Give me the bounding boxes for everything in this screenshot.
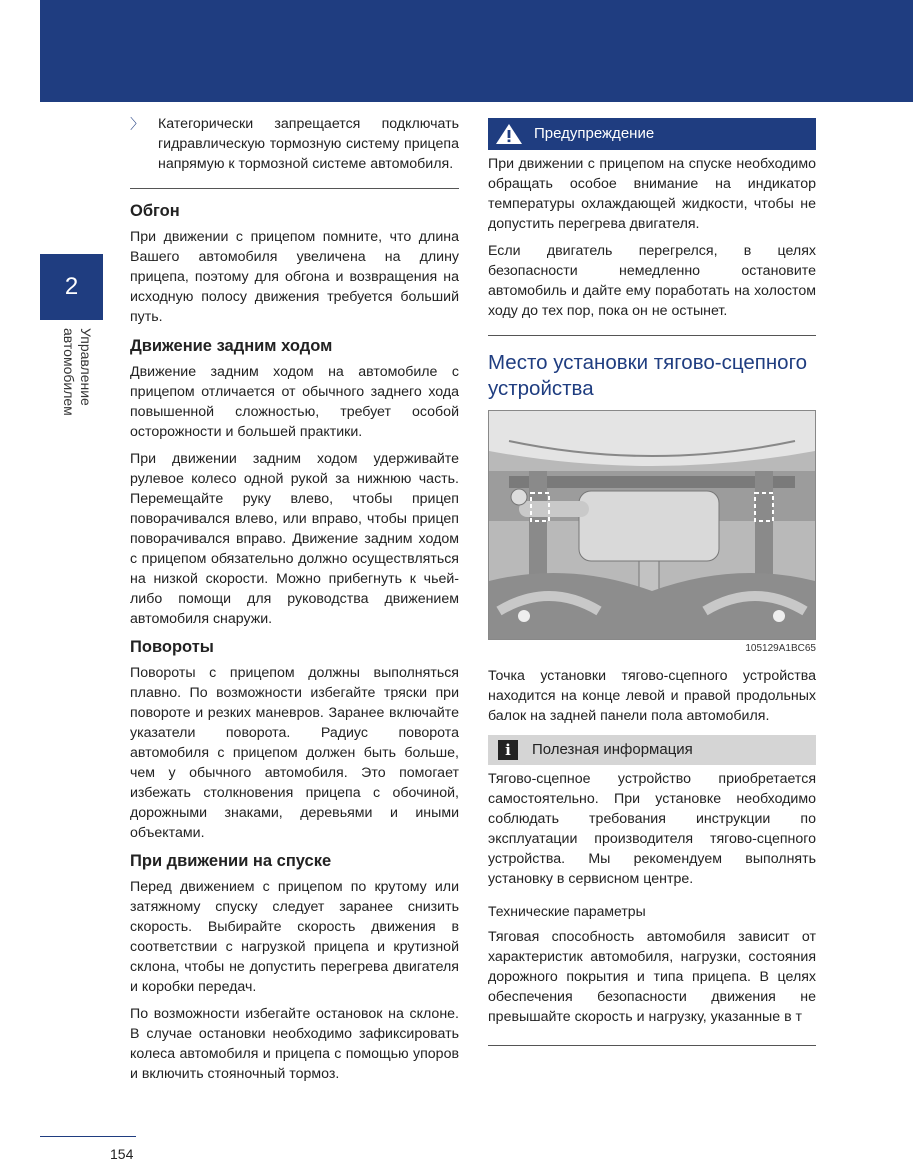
chapter-title-line2: автомобилем xyxy=(61,328,77,416)
chapter-title-line1: Управление xyxy=(78,328,94,406)
chevron-right-icon: 〉 xyxy=(130,116,144,132)
divider xyxy=(130,188,459,189)
bullet-item xyxy=(130,114,459,188)
paragraph: При движении с прицепом помните, что длина Вашего автомобиля увеличена на длину прицепа, поэтому для обгона и возвращения на исходную полосу движения требуется больший путь. xyxy=(130,229,459,325)
underbody-photo xyxy=(488,410,816,640)
section-title: Повороты xyxy=(130,638,214,656)
page-number: 154 xyxy=(110,1146,134,1162)
header-band xyxy=(40,0,913,102)
right-column xyxy=(488,118,816,1046)
section-title: Обгон xyxy=(130,202,180,220)
paragraph: При движении задним ходом удерживайте рулевое колесо одной рукой за нижнюю часть. Перемещайте руку влево, чтобы прицеп поворачивался влево, или вправо, чтобы прицеп поворачивался вправо. Движение задним ходом с прицепом обязательно должно осуществляться на низкой скорости. Можно прибегнуть к чьей-либо помощи для руководства движением автомобиля снаружи. xyxy=(130,451,459,627)
warning-header xyxy=(488,118,816,150)
divider xyxy=(488,1045,816,1046)
sub-heading: Технические параметры xyxy=(488,903,646,919)
underbody-illustration xyxy=(489,411,815,639)
warning-title: Предупреждение xyxy=(534,125,655,142)
paragraph: По возможности избегайте остановок на склоне. В случае остановки необходимо зафиксировать колеса автомобиля и прицепа с помощью упоров и включить стояночный тормоз. xyxy=(130,1006,459,1082)
section-heading: Место установки тягово-сцепного устройства xyxy=(488,351,807,400)
paragraph: Повороты с прицепом должны выполняться плавно. По возможности избегайте тряски при повороте и резких маневров. Заранее включайте указатели поворота. Радиус поворота автомобиля с прицепом должен быть больше, чем у обычного автомобиля. Это помогает избежать столкновения прицепа с обочиной, дорожными знаками, деревьями и иными объектами. xyxy=(130,665,459,841)
section-title: Движение задним ходом xyxy=(130,337,333,355)
bullet-text: Категорически запрещается подключать гидравлическую тормозную систему прицепа напрямую к тормозной системе автомобиля. xyxy=(158,116,459,172)
warning-text: При движении с прицепом на спуске необходимо обращать особое внимание на индикатор температуры охлаждающей жидкости, чтобы не допустить перегрева двигателя. xyxy=(488,156,816,232)
paragraph: Перед движением с прицепом по крутому или затяжному спуску следует заранее снизить скорость. Выбирайте скорость движения в соответствии с нагрузкой прицепа и крутизной склона, чтобы не допустить перегрева двигателя и коробки передач. xyxy=(130,879,459,995)
divider xyxy=(488,335,816,336)
info-icon: i xyxy=(498,740,518,760)
paragraph: Точка установки тягово-сцепного устройства находится на конце левой и правой продольных балок на задней панели пола автомобиля. xyxy=(488,668,816,724)
figure-code: 105129A1BC65 xyxy=(745,643,816,654)
left-column xyxy=(130,114,459,1084)
chapter-number-tab[interactable]: 2 xyxy=(40,254,103,320)
paragraph: Тяговая способность автомобиля зависит от характеристик автомобиля, нагрузки, состояния дорожного покрытия и типа прицепа. В целях обеспечения безопасности движения не превышайте скорость и нагрузку, указанные в т xyxy=(488,929,816,1025)
paragraph: Движение задним ходом на автомобиле с прицепом отличается от обычного заднего хода повышенной сложностью, требует особой осторожности и большей практики. xyxy=(130,364,459,440)
warning-text: Если двигатель перегрелся, в целях безопасности немедленно остановите автомобиль и дайте ему поработать на холостом ходу до тех пор, пока он не остынет. xyxy=(488,243,816,319)
chapter-title xyxy=(60,328,94,416)
section-title: При движении на спуске xyxy=(130,852,332,870)
info-header xyxy=(488,735,816,765)
info-title: Полезная информация xyxy=(532,741,693,758)
info-text: Тягово-сцепное устройство приобретается самостоятельно. При установке необходимо соблюдать требования инструкции по эксплуатации производителя тягово-сцепного устройства. Мы рекомендуем выполнять установку в сервисном центре. xyxy=(488,771,816,887)
page-number-rule xyxy=(40,1136,136,1137)
warning-triangle-icon xyxy=(494,122,524,146)
